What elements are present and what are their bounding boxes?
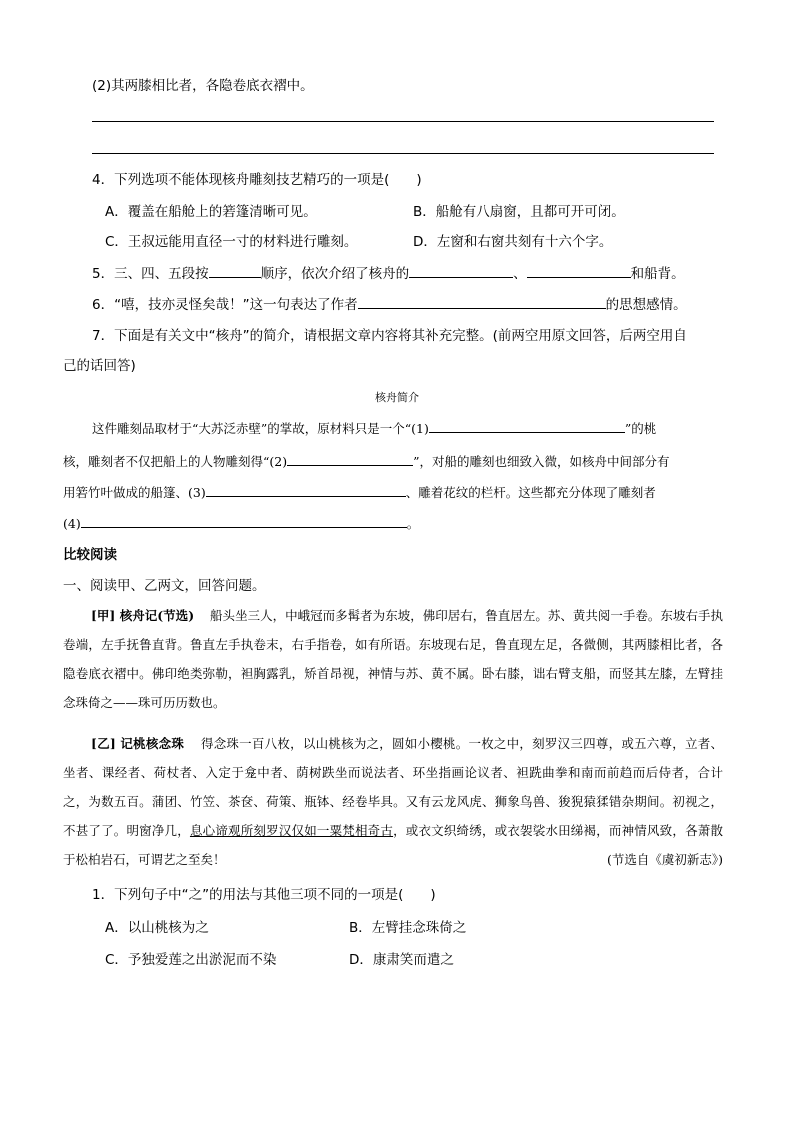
intro-text-4b: 。 [406, 516, 420, 531]
passage-yi-source: (节选自《虞初新志》) [606, 852, 723, 867]
passage-yi-text-2: ，或衣文织绮绣，或衣袈裟水田绨褐，而神情风致，各萧散于松柏岩石，可谓艺之至矣！ [63, 823, 723, 867]
q5-text-3: 、 [513, 266, 527, 282]
intro-blank-3[interactable] [206, 482, 406, 497]
q4-option-d: D．左窗和右窗共刻有十六个字。 [413, 234, 613, 250]
intro-text-2b: ”，对船的雕刻也细致入微，如核舟中间部分有 [413, 454, 670, 469]
q5 [92, 263, 685, 284]
q4-option-c: C．王叔远能用直径一寸的材料进行雕刻。 [105, 234, 358, 250]
q5-text-1: 5．三、四、五段按 [92, 266, 209, 282]
q3-part2: (2)其两膝相比者，各隐卷底衣褶中。 [92, 78, 314, 94]
answer-line-1[interactable] [92, 121, 714, 122]
intro-text-2a: 核，雕刻者不仅把船上的人物雕刻得“(2) [63, 454, 288, 469]
intro-text-3b: 、雕着花纹的栏杆。这些都充分体现了雕刻者 [405, 485, 656, 500]
intro-text-1a: 这件雕刻品取材于“大苏泛赤壁”的掌故，原材料只是一个“(1) [92, 421, 429, 436]
q4-option-b: B．船舱有八扇窗，且都可开可闭。 [413, 204, 625, 220]
answer-line-2[interactable] [92, 153, 714, 154]
cq1-stem: 1．下列句子中“之”的用法与其他三项不同的一项是( ) [92, 887, 436, 903]
passage-jia-text: 船头坐三人，中峨冠而多髯者为东坡，佛印居右，鲁直居左。苏、黄共阅一手卷。东坡右手执卷端，左手抚鲁直背。鲁直左手执卷末，右手指卷，如有所语。东坡现右足，鲁直现左足，各微侧，其两膝相比者，各隐卷底衣褶中。佛印绝类弥勒，袒胸露乳，矫首昂视，神情与苏、黄不属。卧右膝，诎右臂支船，而竖其左膝，左臂挂念珠倚之——珠可历历数也。 [63, 608, 723, 710]
passage-jia [63, 601, 723, 717]
cq1-option-d: D．康肃笑而遣之 [349, 952, 454, 968]
cq1-option-a: A．以山桃核为之 [105, 920, 209, 936]
passage-yi-underlined: 息心谛观所刻罗汉仅如一粟梵相奇古 [189, 823, 394, 838]
q6-text-1: 6．“嘻，技亦灵怪矣哉！”这一句表达了作者 [92, 297, 358, 313]
intro-text-1b: ”的桃 [624, 421, 657, 436]
cq1-option-b: B．左臂挂念珠倚之 [349, 920, 467, 936]
q5-blank-2[interactable] [409, 263, 513, 278]
q4-stem: 4．下列选项不能体现核舟雕刻技艺精巧的一项是( ) [92, 172, 422, 188]
q7-line-1: 7．下面是有关文中“核舟”的简介，请根据文章内容将其补充完整。(前两空用原文回答，后两空用自 [92, 328, 687, 344]
section-sub: 一、阅读甲、乙两文，回答问题。 [63, 578, 266, 594]
q5-blank-3[interactable] [527, 263, 631, 278]
passage-yi-tag: [乙] 记桃核念珠 [91, 736, 185, 751]
intro-text-3a: 用箬竹叶做成的船篷、(3) [63, 485, 206, 500]
intro-line-2 [63, 451, 670, 472]
section-heading: 比较阅读 [63, 547, 117, 563]
passage-jia-tag: [甲] 核舟记(节选) [91, 608, 195, 623]
intro-blank-1[interactable] [429, 418, 625, 433]
intro-blank-2[interactable] [287, 451, 413, 466]
intro-line-3 [63, 482, 656, 503]
q6-blank[interactable] [358, 294, 606, 309]
intro-blank-4[interactable] [81, 513, 407, 528]
q7-line-2: 己的话回答) [63, 358, 136, 374]
passage-yi-text-1: 得念珠一百八枚，以山桃核为之，圆如小樱桃。一枚之中，刻罗汉三四尊，或五六尊，立者、坐者、课经者、荷杖者、入定于龛中者、荫树跌坐而说法者、环坐指画论议者、袒跣曲拳和南而前趋而后侍者，合计之，为数五百。蒲团、竹笠、茶奁、荷策、瓶钵、经卷毕具。又有云龙风虎、狮象鸟兽、狻猊猿猱错杂期间。初视之，不甚了了。明窗净几， [63, 736, 723, 838]
q5-text-2: 顺序，依次介绍了核舟的 [260, 266, 410, 282]
intro-line-1 [92, 418, 656, 439]
intro-title: 核舟简介 [375, 391, 419, 404]
q5-blank-1[interactable] [209, 263, 261, 278]
q6 [92, 294, 687, 315]
q5-text-4: 和船背。 [630, 266, 685, 282]
intro-line-4 [63, 513, 419, 534]
intro-text-4a: (4) [63, 516, 81, 531]
cq1-option-c: C．予独爱莲之出淤泥而不染 [105, 952, 277, 968]
q4-option-a: A．覆盖在船舱上的箬篷清晰可见。 [105, 204, 317, 220]
q6-text-2: 的思想感情。 [605, 297, 687, 313]
passage-yi [63, 729, 723, 874]
